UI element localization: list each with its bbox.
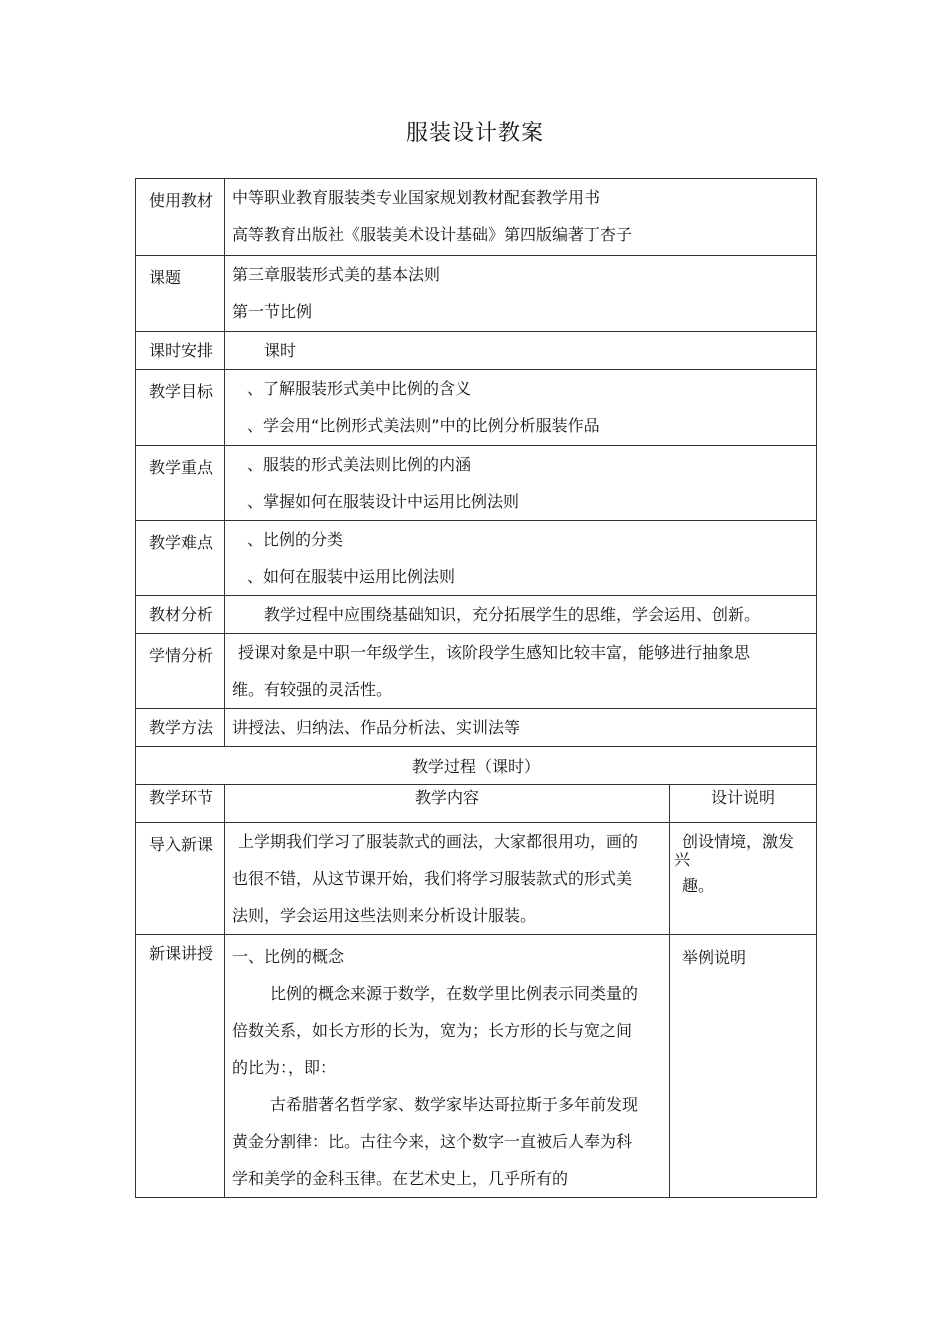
intro-content	[225, 823, 670, 935]
row-hours	[136, 332, 817, 370]
row-goals	[136, 370, 817, 446]
intro-note-line-1: 创设情境，激发	[682, 832, 795, 851]
row-process-heading	[136, 747, 817, 785]
textbook-line-1: 中等职业教育服装类专业国家规划教材配套教学用书	[232, 188, 601, 207]
row-material-analysis	[136, 596, 817, 634]
material-analysis-label: 教材分析	[136, 596, 225, 634]
process-heading: 教学过程（课时）	[136, 747, 817, 785]
hours-content	[225, 332, 817, 370]
row-intro	[136, 823, 817, 935]
methods-value: 讲授法、归纳法、作品分析法、实训法等	[232, 718, 521, 737]
student-analysis-line-2: 维。有较强的灵活性。	[232, 680, 393, 699]
topic-line-2: 第一节比例	[232, 302, 313, 321]
lesson-plan-table	[135, 178, 817, 1198]
lecture-note: 举例说明	[670, 935, 817, 1198]
lecture-para1-line-3: 的比为：，即：	[232, 1058, 337, 1077]
topic-label: 课题	[136, 256, 225, 332]
hours-value: 课时	[264, 341, 297, 360]
key-points-label: 教学重点	[136, 446, 225, 521]
goals-label: 教学目标	[136, 370, 225, 446]
textbook-content	[225, 179, 817, 256]
difficulties-line-1: 、比例的分类	[247, 530, 344, 549]
textbook-label: 使用教材	[136, 179, 225, 256]
row-student-analysis	[136, 634, 817, 709]
lecture-para1-line-1: 比例的概念来源于数学，在数学里比例表示同类量的	[270, 984, 639, 1003]
col-note-header: 设计说明	[670, 785, 817, 823]
difficulties-content	[225, 521, 817, 596]
difficulties-line-2: 、如何在服装中运用比例法则	[247, 567, 456, 586]
topic-line-1: 第三章服装形式美的基本法则	[232, 265, 441, 284]
process-header-row	[136, 785, 817, 823]
intro-content-line-2: 也很不错，从这节课开始，我们将学习服装款式的形式美	[232, 869, 633, 888]
lecture-para1-line-2: 倍数关系，如长方形的长为，宽为；长方形的长与宽之间	[232, 1021, 633, 1040]
hours-label: 课时安排	[136, 332, 225, 370]
row-textbook	[136, 179, 817, 256]
page-title: 服装设计教案	[405, 121, 544, 146]
goals-line-2: 、学会用“比例形式美法则”中的比例分析服装作品	[247, 416, 600, 435]
difficulties-label: 教学难点	[136, 521, 225, 596]
intro-note	[670, 823, 817, 935]
intro-note-line-2: 兴	[674, 850, 691, 869]
row-methods	[136, 709, 817, 747]
row-topic	[136, 256, 817, 332]
key-points-line-1: 、服装的形式美法则比例的内涵	[247, 455, 472, 474]
intro-content-line-3: 法则，学会运用这些法则来分析设计服装。	[232, 906, 537, 925]
intro-note-line-3: 趣。	[682, 876, 715, 895]
intro-stage: 导入新课	[136, 823, 225, 935]
methods-content	[225, 709, 817, 747]
row-key-points	[136, 446, 817, 521]
topic-content	[225, 256, 817, 332]
lecture-para2-line-2: 黄金分割律：比。古往今来，这个数字一直被后人奉为科	[232, 1132, 633, 1151]
lecture-para2-line-1: 古希腊著名哲学家、数学家毕达哥拉斯于多年前发现	[270, 1095, 639, 1114]
key-points-content	[225, 446, 817, 521]
lecture-content	[225, 935, 670, 1198]
lecture-stage: 新课讲授	[136, 935, 225, 1198]
col-stage-header: 教学环节	[136, 785, 225, 823]
textbook-line-2: 高等教育出版社《服装美术设计基础》第四版编著丁杏子	[232, 225, 633, 244]
student-analysis-content	[225, 634, 817, 709]
student-analysis-line-1: 授课对象是中职一年级学生，该阶段学生感知比较丰富，能够进行抽象思	[238, 643, 751, 662]
goals-content	[225, 370, 817, 446]
key-points-line-2: 、掌握如何在服装设计中运用比例法则	[247, 492, 520, 511]
row-lecture	[136, 935, 817, 1198]
lecture-para2-line-3: 学和美学的金科玉律。在艺术史上，几乎所有的	[232, 1169, 569, 1188]
row-difficulties	[136, 521, 817, 596]
intro-content-line-1: 上学期我们学习了服装款式的画法，大家都很用功，画的	[238, 832, 639, 851]
student-analysis-label: 学情分析	[136, 634, 225, 709]
material-analysis-value: 教学过程中应围绕基础知识，充分拓展学生的思维，学会运用、创新。	[264, 605, 761, 624]
material-analysis-content	[225, 596, 817, 634]
methods-label: 教学方法	[136, 709, 225, 747]
col-content-header: 教学内容	[225, 785, 670, 823]
lecture-heading: 一、比例的概念	[232, 947, 345, 966]
goals-line-1: 、了解服装形式美中比例的含义	[247, 379, 472, 398]
